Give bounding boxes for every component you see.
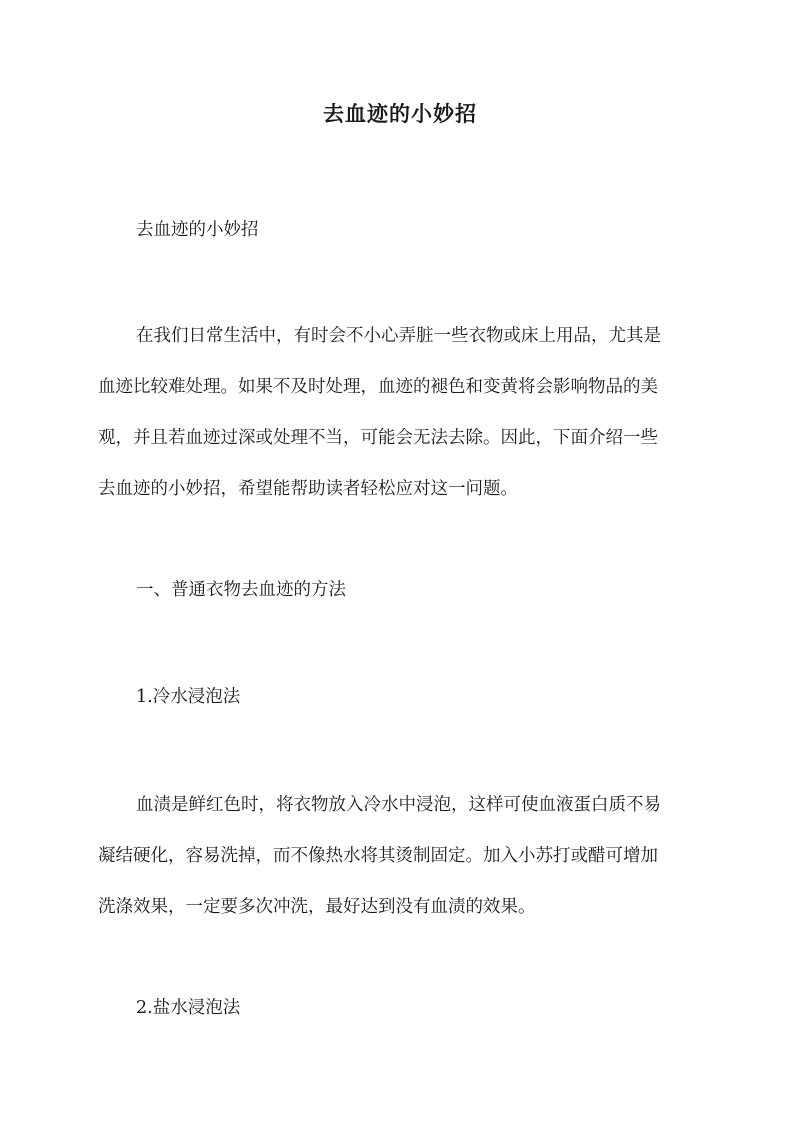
section-heading: 一、普通衣物去血迹的方法	[136, 580, 346, 600]
intro-line-2: 血迹比较难处理。如果不及时处理，血迹的褪色和变黄将会影响物品的美	[98, 377, 658, 397]
document-title: 去血迹的小妙招	[323, 101, 477, 126]
intro-line-4: 去血迹的小妙招，希望能帮助读者轻松应对这一问题。	[98, 479, 518, 499]
intro-line-1: 在我们日常生活中，有时会不小心弄脏一些衣物或床上用品，尤其是	[136, 326, 661, 346]
intro-line-3: 观，并且若血迹过深或处理不当，可能会无法去除。因此，下面介绍一些	[98, 428, 658, 448]
method-1-line-3: 洗涤效果，一定要多次冲洗，最好达到没有血渍的效果。	[98, 897, 536, 917]
subtitle: 去血迹的小妙招	[136, 220, 259, 240]
method-1-line-1: 血渍是鲜红色时，将衣物放入冷水中浸泡，这样可使血液蛋白质不易	[136, 795, 661, 815]
method-2-heading: 2.盐水浸泡法	[136, 998, 241, 1018]
method-1-line-2: 凝结硬化，容易洗掉，而不像热水将其烫制固定。加入小苏打或醋可增加	[98, 846, 658, 866]
method-1-heading: 1.冷水浸泡法	[136, 687, 241, 707]
